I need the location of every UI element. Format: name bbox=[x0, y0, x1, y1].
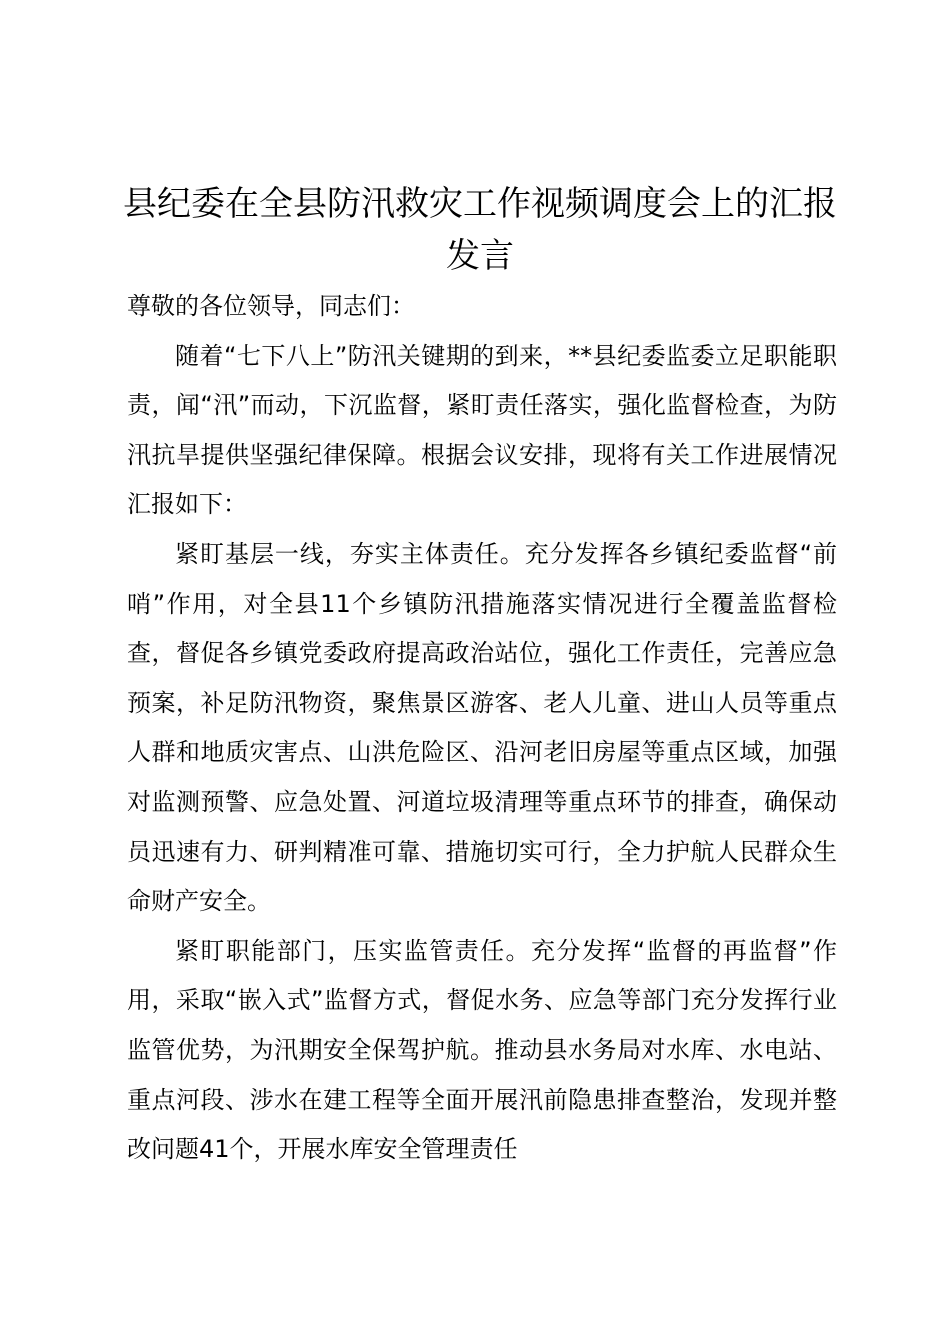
document-body bbox=[127, 282, 837, 1175]
paragraph-departments: 紧盯职能部门，压实监管责任。充分发挥“监督的再监督”作用，采取“嵌入式”监督方式，督促水务、应急等部门充分发挥行业监管优势，为汛期安全保驾护航。推动县水务局对水库、水电站、重点河段、涉水在建工程等全面开展汛前隐患排查整治，发现并整改问题41个，开展水库安全管理责任 bbox=[127, 936, 837, 1164]
document-title: 县纪委在全县防汛救灾工作视频调度会上的汇报发言 bbox=[123, 184, 837, 276]
paragraph-intro: 随着“七下八上”防汛关键期的到来，**县纪委监委立足职能职责，闻“汛”而动，下沉监督，紧盯责任落实，强化监督检查，为防汛抗旱提供坚强纪律保障。根据会议安排，现将有关工作进展情况汇报如下： bbox=[127, 341, 837, 519]
salutation: 尊敬的各位领导，同志们： bbox=[127, 292, 415, 320]
paragraph-grassroots: 紧盯基层一线，夯实主体责任。充分发挥各乡镇纪委监督“前哨”作用，对全县11个乡镇防汛措施落实情况进行全覆盖监督检查，督促各乡镇党委政府提高政治站位，强化工作责任，完善应急预案，补足防汛物资，聚焦景区游客、老人儿童、进山人员等重点人群和地质灾害点、山洪危险区、沿河老旧房屋等重点区域，加强对监测预警、应急处置、河道垃圾清理等重点环节的排查，确保动员迅速有力、研判精准可靠、措施切实可行，全力护航人民群众生命财产安全。 bbox=[127, 539, 837, 916]
